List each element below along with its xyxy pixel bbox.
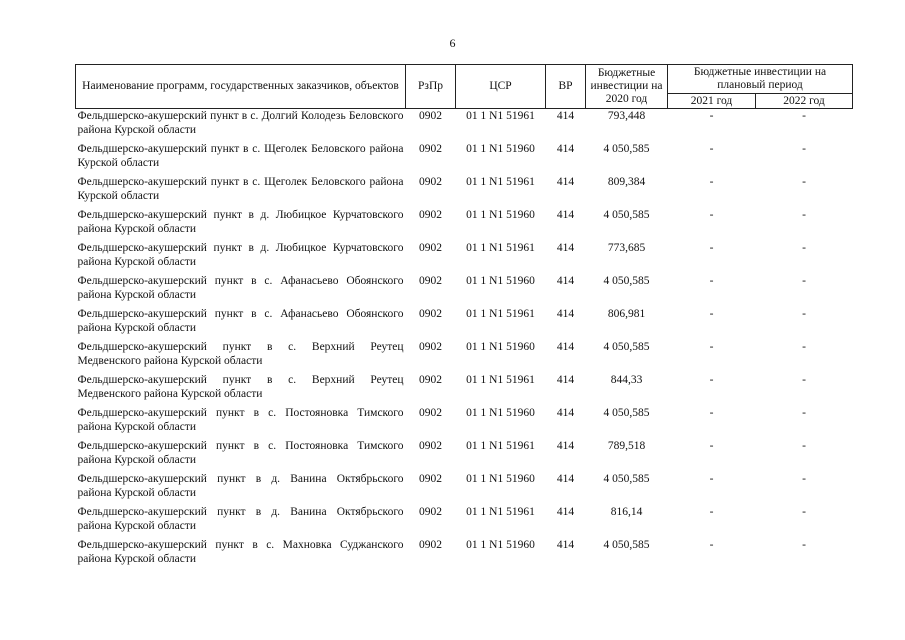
table-row [76,208,853,241]
cell-object-name: Фельдшерско-акушерский пункт в с. Постояновка Тимского района Курской области [77,440,404,466]
cell-sum-2022: - [802,110,806,122]
cell-sum-2020: 809,384 [607,176,646,188]
table-row [76,439,853,472]
cell-object-name: Фельдшерско-акушерский пункт в с. Постояновка Тимского района Курской области [77,407,404,433]
cell-sum-2020: 4 050,585 [603,341,650,353]
cell-sum-2022: - [802,539,806,551]
cell-csr: 01 1 N1 51961 [466,440,535,452]
cell-sum-2021: - [709,473,714,485]
cell-sum-2021: - [709,407,714,419]
cell-sum-2020: 4 050,585 [603,209,650,221]
cell-vr: 414 [556,374,575,386]
cell-sum-2020: 806,981 [607,308,646,320]
cell-csr: 01 1 N1 51960 [466,539,535,551]
cell-sum-2022: - [802,506,806,518]
cell-sum-2022: - [802,275,806,287]
header-plan-period: Бюджетные инвестиции на плановый период [668,65,853,94]
cell-csr: 01 1 N1 51960 [466,407,535,419]
cell-sum-2021: - [709,143,714,155]
header-year-2022: 2022 год [756,94,853,109]
cell-vr: 414 [556,110,575,122]
cell-vr: 414 [556,539,575,551]
cell-sum-2021: - [709,209,714,221]
table-row [76,142,853,175]
cell-rzpr: 0902 [419,473,442,485]
table-row [76,175,853,208]
cell-sum-2021: - [709,506,714,518]
cell-rzpr: 0902 [419,143,442,155]
table-body [76,109,853,572]
cell-sum-2021: - [709,440,714,452]
header-vr: ВР [546,65,586,109]
cell-sum-2022: - [802,440,806,452]
table-row [76,241,853,274]
table-row [76,274,853,307]
cell-vr: 414 [556,473,575,485]
cell-rzpr: 0902 [419,341,442,353]
cell-object-name: Фельдшерско-акушерский пункт в с. Афанасьево Обоянского района Курской области [77,308,404,334]
cell-object-name: Фельдшерско-акушерский пункт в с. Щеголек Беловского района Курской области [77,176,404,202]
table-row [76,538,853,571]
header-csr: ЦСР [456,65,546,109]
cell-sum-2022: - [802,209,806,221]
cell-sum-2020: 4 050,585 [603,473,650,485]
cell-sum-2020: 4 050,585 [603,539,650,551]
cell-object-name: Фельдшерско-акушерский пункт в с. Щеголек Беловского района Курской области [77,143,404,169]
cell-sum-2022: - [802,176,806,188]
cell-csr: 01 1 N1 51961 [466,176,535,188]
cell-sum-2020: 816,14 [610,506,643,518]
cell-object-name: Фельдшерско-акушерский пункт в с. Долгий Колодезь Беловского района Курской области [77,110,404,136]
cell-sum-2021: - [709,341,714,353]
cell-object-name: Фельдшерско-акушерский пункт в д. Ванина Октябрьского района Курской области [77,506,404,532]
cell-sum-2021: - [709,374,714,386]
cell-vr: 414 [556,308,575,320]
cell-csr: 01 1 N1 51961 [466,308,535,320]
cell-vr: 414 [556,341,575,353]
budget-investments-table [75,64,853,571]
table-row [76,373,853,406]
cell-sum-2020: 773,685 [607,242,646,254]
cell-object-name: Фельдшерско-акушерский пункт в д. Любицкое Курчатовского района Курской области [77,209,404,235]
table-row [76,406,853,439]
cell-sum-2021: - [709,242,714,254]
cell-csr: 01 1 N1 51960 [466,143,535,155]
table-row [76,472,853,505]
cell-csr: 01 1 N1 51961 [466,242,535,254]
cell-sum-2021: - [709,275,714,287]
header-name: Наименование программ, государственных заказчиков, объектов [76,65,406,109]
cell-sum-2020: 4 050,585 [603,407,650,419]
cell-object-name: Фельдшерско-акушерский пункт в с. Верхний Реутец Медвенского района Курской области [77,341,404,367]
page-number: 6 [449,36,456,50]
cell-object-name: Фельдшерско-акушерский пункт в с. Верхний Реутец Медвенского района Курской области [77,374,404,400]
cell-csr: 01 1 N1 51960 [466,209,535,221]
cell-rzpr: 0902 [419,242,442,254]
cell-vr: 414 [556,209,575,221]
cell-rzpr: 0902 [419,209,442,221]
cell-object-name: Фельдшерско-акушерский пункт в д. Ванина Октябрьского района Курской области [77,473,404,499]
cell-vr: 414 [556,407,575,419]
table-row [76,307,853,340]
header-invest-2020: Бюджетные инвестиции на 2020 год [586,65,668,109]
cell-rzpr: 0902 [419,506,442,518]
cell-sum-2022: - [802,242,806,254]
cell-rzpr: 0902 [419,308,442,320]
cell-vr: 414 [556,440,575,452]
cell-sum-2020: 4 050,585 [603,275,650,287]
cell-rzpr: 0902 [419,110,442,122]
cell-sum-2020: 793,448 [607,110,646,122]
cell-rzpr: 0902 [419,407,442,419]
cell-sum-2021: - [709,539,714,551]
cell-sum-2022: - [802,473,806,485]
table-header [76,65,853,109]
cell-sum-2020: 844,33 [610,374,643,386]
cell-rzpr: 0902 [419,440,442,452]
cell-vr: 414 [556,275,575,287]
cell-sum-2022: - [802,143,806,155]
table-row [76,340,853,373]
cell-vr: 414 [556,242,575,254]
cell-vr: 414 [556,143,575,155]
cell-csr: 01 1 N1 51961 [466,506,535,518]
cell-csr: 01 1 N1 51960 [466,473,535,485]
cell-sum-2021: - [709,176,714,188]
cell-rzpr: 0902 [419,374,442,386]
cell-sum-2021: - [709,110,714,122]
table-row [76,505,853,538]
cell-sum-2022: - [802,407,806,419]
cell-csr: 01 1 N1 51960 [466,275,535,287]
cell-sum-2022: - [802,374,806,386]
cell-sum-2020: 4 050,585 [603,143,650,155]
cell-sum-2022: - [802,341,806,353]
cell-rzpr: 0902 [419,275,442,287]
cell-object-name: Фельдшерско-акушерский пункт в с. Махновка Суджанского района Курской области [77,539,404,565]
header-year-2021: 2021 год [668,94,756,109]
header-rzpr: РзПр [406,65,456,109]
cell-rzpr: 0902 [419,539,442,551]
cell-vr: 414 [556,176,575,188]
cell-vr: 414 [556,506,575,518]
cell-csr: 01 1 N1 51961 [466,110,535,122]
cell-rzpr: 0902 [419,176,442,188]
cell-sum-2020: 789,518 [607,440,646,452]
cell-csr: 01 1 N1 51961 [466,374,535,386]
cell-sum-2021: - [709,308,714,320]
cell-sum-2022: - [802,308,806,320]
cell-object-name: Фельдшерско-акушерский пункт в д. Любицкое Курчатовского района Курской области [77,242,404,268]
cell-object-name: Фельдшерско-акушерский пункт в с. Афанасьево Обоянского района Курской области [77,275,404,301]
table-row [76,109,853,143]
cell-csr: 01 1 N1 51960 [466,341,535,353]
